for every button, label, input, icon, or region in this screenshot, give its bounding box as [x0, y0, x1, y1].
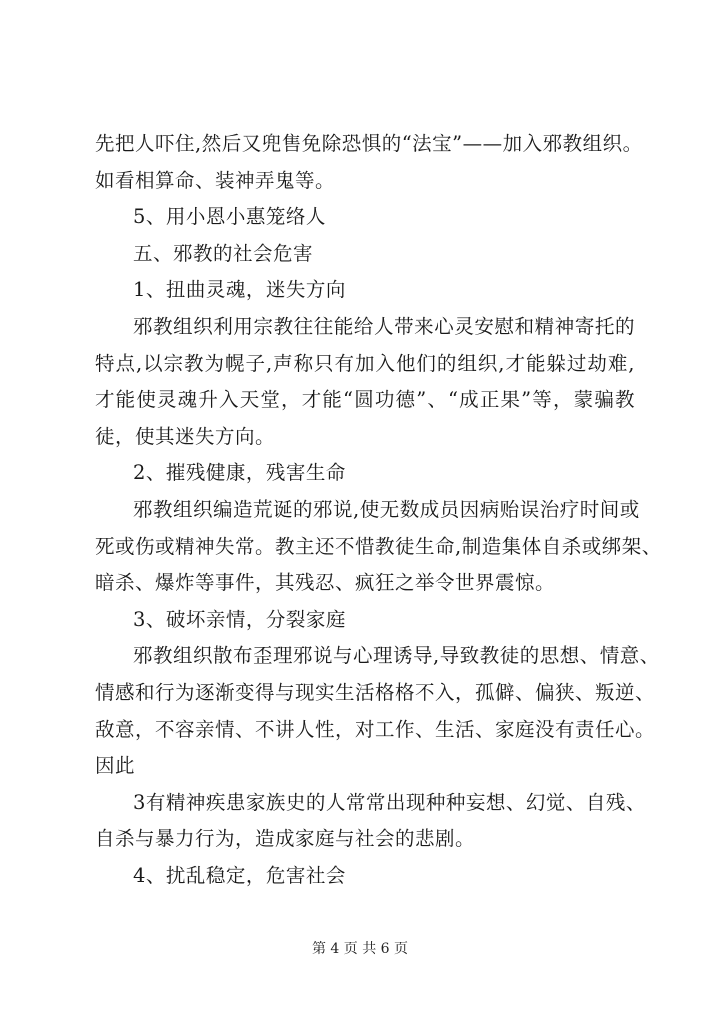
paragraph-line: 邪教组织编造荒诞的邪说,使无数成员因病贻误治疗时间或: [133, 497, 640, 521]
subsection-heading: 3、破坏亲情，分裂家庭: [133, 607, 346, 631]
page-number-footer: 第 4 页 共 6 页: [311, 941, 409, 957]
paragraph-line: 3有精神疾患家族史的人常常出现种种妄想、幻觉、自残、: [133, 790, 646, 814]
list-item-heading: 5、用小恩小惠笼络人: [133, 205, 326, 229]
body-text: [95, 126, 662, 894]
section-heading: 五、邪教的社会危害: [133, 241, 314, 265]
paragraph-line: 敌意，不容亲情、不讲人性，对工作、生活、家庭没有责任心。: [95, 717, 656, 741]
paragraph-line: 死或伤或精神失常。教主还不惜教徒生命,制造集体自杀或绑架、: [95, 534, 662, 558]
paragraph-line: 如看相算命、装神弄鬼等。: [95, 168, 336, 192]
paragraph-line: 徒，使其迷失方向。: [95, 424, 276, 448]
paragraph-line: 特点,以宗教为幌子,声称只有加入他们的组织,才能躲过劫难,: [95, 351, 635, 375]
subsection-heading: 4、扰乱稳定，危害社会: [133, 863, 346, 887]
paragraph-line: 才能使灵魂升入天堂，才能“圆功德”、“成正果”等，蒙骗教: [95, 388, 635, 412]
paragraph-line: 情感和行为逐渐变得与现实生活格格不入，孤僻、偏狭、叛逆、: [95, 680, 656, 704]
paragraph-line: 因此: [95, 754, 136, 778]
subsection-heading: 1、扭曲灵魂，迷失方向: [133, 278, 346, 302]
paragraph-line: 邪教组织利用宗教往往能给人带来心灵安慰和精神寄托的: [133, 314, 635, 338]
paragraph-line: 自杀与暴力行为，造成家庭与社会的悲剧。: [95, 827, 476, 851]
paragraph-line: 暗杀、爆炸等事件，其残忍、疯狂之举令世界震惊。: [95, 571, 556, 595]
paragraph-line: 先把人吓住,然后又兜售免除恐惧的“法宝”——加入邪教组织。: [95, 132, 643, 155]
paragraph-line: 邪教组织散布歪理邪说与心理诱导,导致教徒的思想、情意、: [133, 644, 660, 668]
subsection-heading: 2、摧残健康，残害生命: [133, 461, 346, 485]
